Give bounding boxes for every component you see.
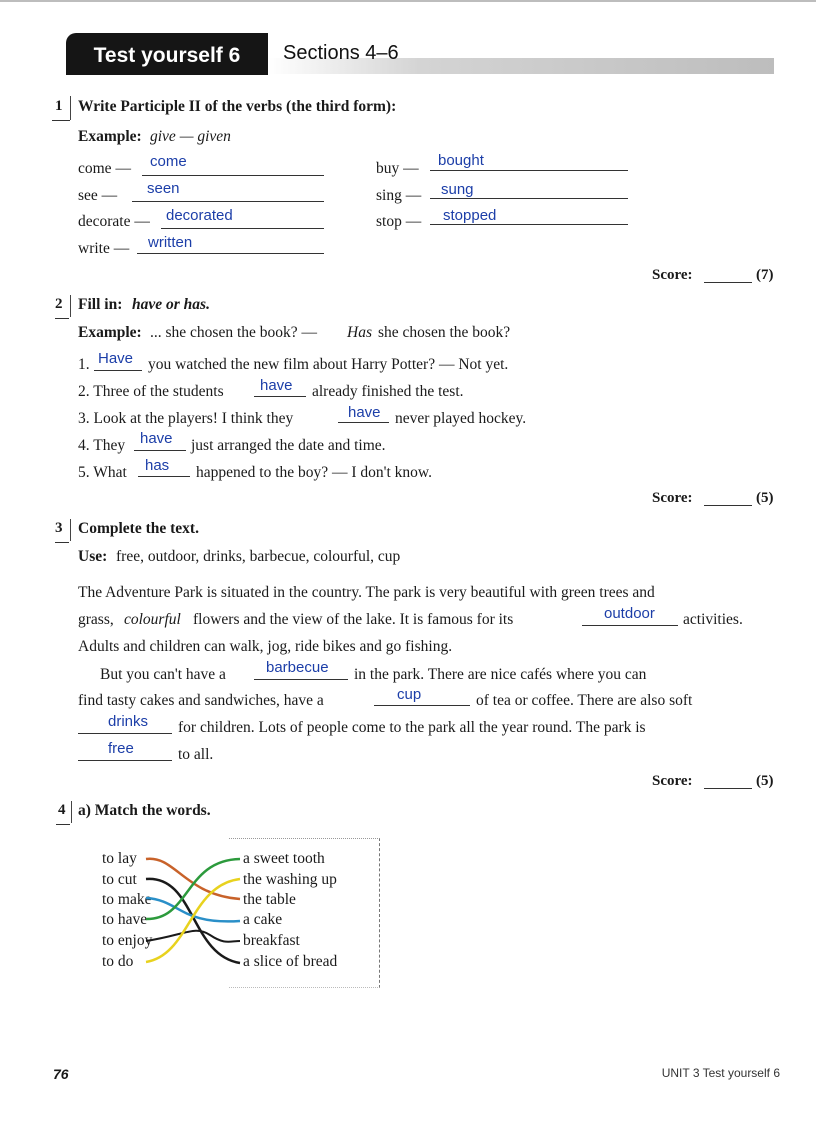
exercise-3-instruction: Complete the text. [78,520,199,537]
match-line-enjoy-breakfast [146,931,240,942]
ex2-item-5-before: 5. What [78,464,127,481]
exercise-2-instruction-words: have or has. [132,296,210,313]
ex3-line-1: The Adventure Park is situated in the country. The park is very beautiful with green trees and [78,584,655,601]
ex3-score-label: Score: [652,773,693,789]
ex2-item-3-before: 3. Look at the players! I think they [78,410,294,427]
ex1-answer-see[interactable]: seen [147,180,180,197]
match-left-4: to have [102,911,148,928]
match-right-1: a sweet tooth [243,850,325,867]
match-right-3: the table [243,891,296,908]
ex2-item-5-after: happened to the boy? — I don't know. [196,464,432,481]
ex3-line-2-b: colourful [124,611,181,628]
ex1-label-write: write — [78,240,130,257]
ex1-score-max: (7) [756,267,774,283]
ex2-item-3-after: never played hockey. [395,410,527,427]
match-left-5: to enjoy [102,932,153,949]
exercise-2-example-b: Has [347,324,372,341]
ex2-score-max: (5) [756,490,774,506]
exercise-2-example-a: ... she chosen the book? — [150,324,318,341]
exercise-2-example-c: she chosen the book? [378,324,511,341]
exercise-4-number: 4 [58,802,66,818]
ex3-line-4-a: But you can't have a [100,666,226,683]
ex3-line-2-c: flowers and the view of the lake. It is famous for its [193,611,514,628]
ex1-label-come: come — [78,160,131,177]
ex2-item-4-answer[interactable]: have [140,430,173,447]
ex3-line-3: Adults and children can walk, jog, ride bikes and go fishing. [78,638,453,655]
ex1-label-decorate: decorate — [78,213,150,230]
match-left-3: to make [102,891,152,908]
ex1-answer-come[interactable]: come [150,153,187,170]
ex2-item-4-after: just arranged the date and time. [191,437,386,454]
ex3-line-5-b: of tea or coffee. There are also soft [476,692,693,709]
ex3-answer-drinks[interactable]: drinks [108,713,149,730]
ex2-item-4-before: 4. They [78,437,126,454]
match-right-4: a cake [243,911,283,928]
ex2-item-1-before: 1. [78,356,90,373]
ex2-item-5-answer[interactable]: has [145,457,170,474]
match-line-have-sweet [146,859,240,919]
ex2-item-1-answer[interactable]: Have [98,350,134,367]
ex1-answer-buy[interactable]: bought [438,152,484,169]
ex1-label-sing: sing — [376,187,422,204]
exercise-2-instruction-prefix: Fill in: [78,296,123,313]
ex3-score-max: (5) [756,773,774,789]
exercise-4-instruction: a) Match the words. [78,802,211,819]
ex1-answer-decorate[interactable]: decorated [166,207,233,224]
match-right-5: breakfast [243,932,300,949]
ex1-answer-sing[interactable]: sung [441,181,474,198]
ex3-answer-barbecue[interactable]: barbecue [266,659,329,676]
exercise-3-use-words: free, outdoor, drinks, barbecue, colourful, cup [116,548,401,565]
ex2-item-2-after: already finished the test. [312,383,464,400]
ex3-line-2-a: grass, [78,611,114,628]
match-left-2: to cut [102,871,137,888]
ex2-item-1-after: you watched the new film about Harry Potter? — Not yet. [148,356,509,373]
exercise-1-example-label: Example: [78,128,142,145]
test-title-badge: Test yourself 6 [66,33,268,75]
page-number: 76 [53,1066,69,1082]
exercise-1-example-text: give — given [150,128,231,145]
ex3-answer-cup[interactable]: cup [397,686,422,703]
ex3-line-7-b: to all. [178,746,214,763]
ex3-answer-free[interactable]: free [108,740,134,757]
ex3-line-5-a: find tasty cakes and sandwiches, have a [78,692,324,709]
ex3-line-6-b: for children. Lots of people come to the park all the year round. The park is [178,719,646,736]
exercise-3-use-label: Use: [78,548,108,565]
exercise-2-number: 2 [55,296,63,312]
ex2-item-2-answer[interactable]: have [260,377,293,394]
match-left-1: to lay [102,850,137,867]
ex2-item-2-before: 2. Three of the students [78,383,224,400]
match-left-6: to do [102,953,134,970]
ex2-score-label: Score: [652,490,693,506]
ex1-label-stop: stop — [376,213,422,230]
exercise-3-number: 3 [55,520,63,536]
match-right-6: a slice of bread [243,953,338,970]
ex2-item-3-answer[interactable]: have [348,404,381,421]
sections-label: Sections 4–6 [283,42,399,64]
match-right-2: the washing up [243,871,337,888]
exercise-1-instruction: Write Participle II of the verbs (the third form): [78,98,397,115]
ex3-line-2-d: activities. [683,611,743,628]
ex1-label-buy: buy — [376,160,419,177]
ex1-score-label: Score: [652,267,693,283]
exercise-1-number: 1 [55,98,63,114]
ex1-answer-write[interactable]: written [148,234,193,251]
ex3-answer-outdoor[interactable]: outdoor [604,605,655,622]
ex1-answer-stop[interactable]: stopped [443,207,497,224]
ex1-label-see: see — [78,187,118,204]
footer-unit-label: UNIT 3 Test yourself 6 [661,1066,780,1080]
exercise-2-example-label: Example: [78,324,142,341]
ex3-line-4-b: in the park. There are nice cafés where you can [354,666,647,683]
match-line-lay-table [146,859,240,899]
